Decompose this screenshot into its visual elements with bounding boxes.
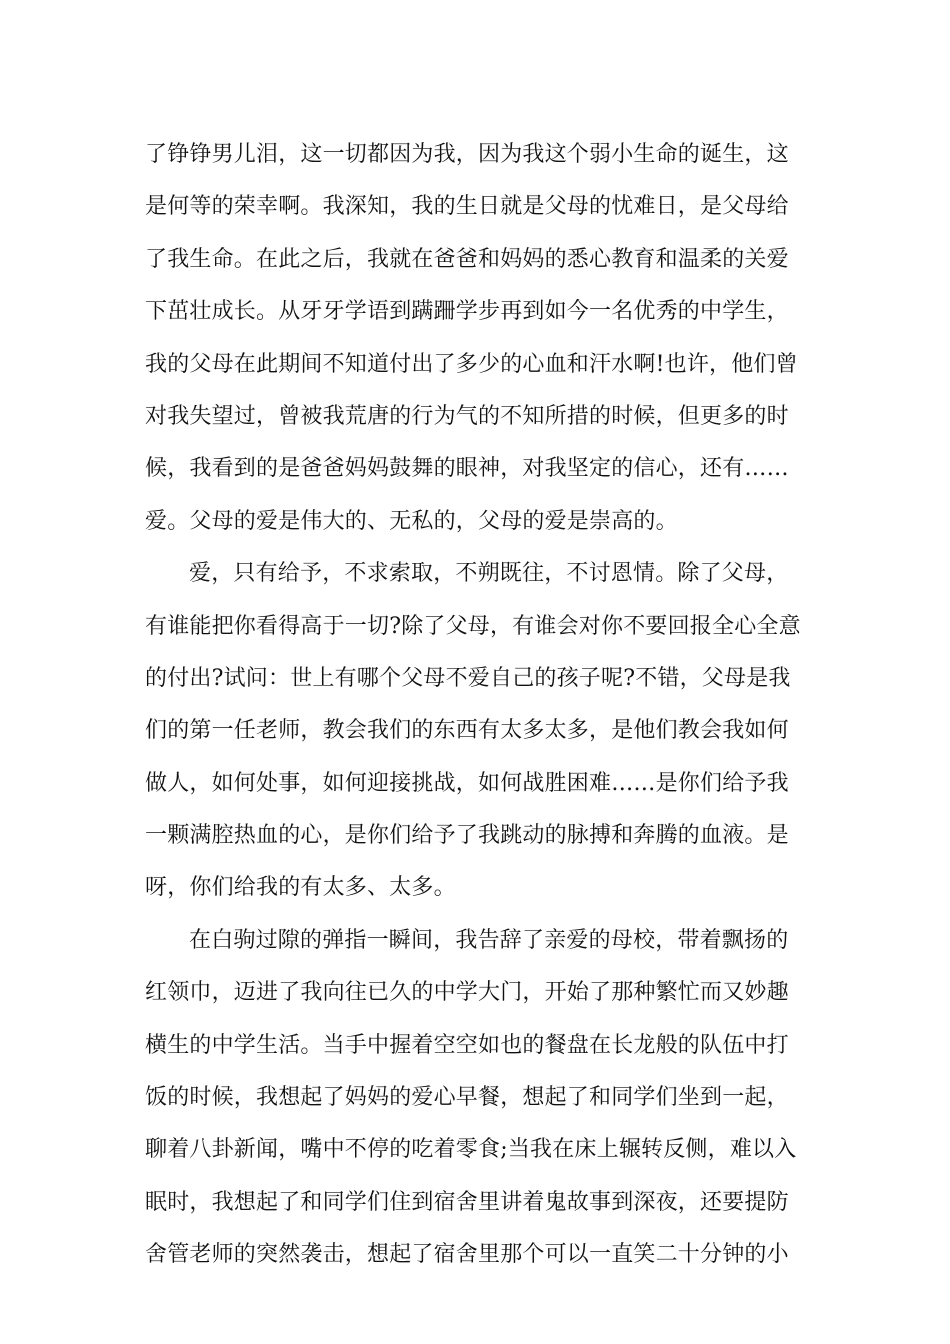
text-line: 下茁壮成长。从牙牙学语到蹒跚学步再到如今一名优秀的中学生，: [145, 299, 789, 325]
text-line: 一颗满腔热血的心，是你们给予了我跳动的脉搏和奔腾的血液。是: [145, 823, 789, 849]
text-line: 有谁能把你看得高于一切?除了父母，有谁会对你不要回报全心全意: [145, 613, 801, 639]
text-line: 了我生命。在此之后，我就在爸爸和妈妈的悉心教育和温柔的关爱: [145, 246, 789, 272]
text-line: 红领巾，迈进了我向往已久的中学大门，开始了那种繁忙而又妙趣: [145, 980, 789, 1006]
text-line: 的付出?试问：世上有哪个父母不爱自己的孩子呢?不错，父母是我: [145, 665, 791, 691]
text-line: 做人，如何处事，如何迎接挑战，如何战胜困难……是你们给予我: [145, 770, 789, 796]
text-line: 是何等的荣幸啊。我深知，我的生日就是父母的忧难日，是父母给: [145, 194, 789, 220]
text-line: 聊着八卦新闻，嘴中不停的吃着零食;当我在床上辗转反侧，难以入: [145, 1137, 797, 1163]
paragraph-start-line: 在白驹过隙的弹指一瞬间，我告辞了亲爱的母校，带着飘扬的: [189, 927, 789, 953]
body-text: [145, 129, 815, 1282]
text-line: 我的父母在此期间不知道付出了多少的心血和汗水啊!也许，他们曾: [145, 351, 798, 377]
text-line: 了铮铮男儿泪，这一切都因为我，因为我这个弱小生命的诞生，这: [145, 142, 789, 167]
text-line: 呀，你们给我的有太多、太多。: [145, 875, 456, 901]
text-line: 饭的时候，我想起了妈妈的爱心早餐，想起了和同学们坐到一起，: [145, 1085, 789, 1111]
text-line: 们的第一任老师，教会我们的东西有太多太多，是他们教会我如何: [145, 718, 789, 744]
text-line: 对我失望过，曾被我荒唐的行为气的不知所措的时候，但更多的时: [145, 403, 789, 429]
text-line: 爱。父母的爱是伟大的、无私的，父母的爱是崇高的。: [145, 508, 678, 534]
text-line: 舍管老师的突然袭击，想起了宿舍里那个可以一直笑二十分钟的小: [145, 1242, 789, 1268]
paragraph-start-line: 爱，只有给予，不求索取，不朔既往，不讨恩情。除了父母，: [189, 561, 789, 587]
text-line: 横生的中学生活。当手中握着空空如也的餐盘在长龙般的队伍中打: [145, 1032, 789, 1058]
text-line: 候，我看到的是爸爸妈妈鼓舞的眼神，对我坚定的信心，还有……: [145, 456, 789, 482]
text-line: 眠时，我想起了和同学们住到宿舍里讲着鬼故事到深夜，还要提防: [145, 1189, 789, 1215]
